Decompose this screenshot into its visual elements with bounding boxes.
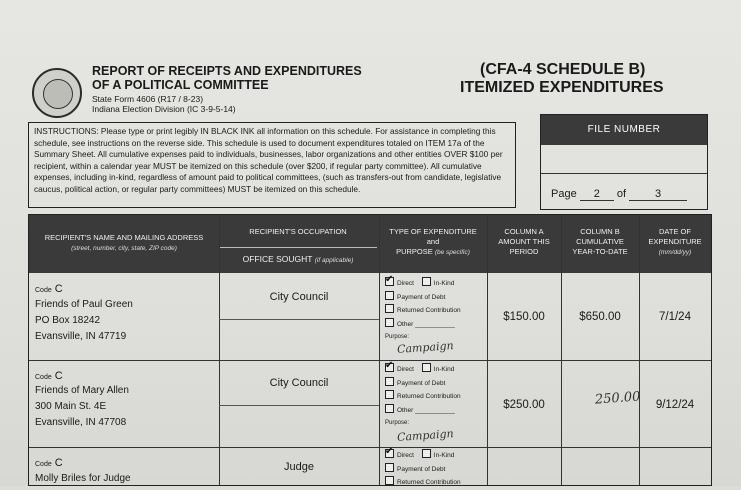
expenditure-type: ✔Direct In-Kind Payment of Debt Returned Contribution Other ___________ Purpose: <box>385 363 461 431</box>
table-header <box>29 215 711 273</box>
page-indicator <box>551 188 687 201</box>
office-sought: City Council <box>269 291 329 303</box>
schedule-subtitle: ITEMIZED EXPENDITURES <box>460 79 664 96</box>
office-sought: City Council <box>269 377 329 389</box>
page-number: 2 <box>580 188 614 201</box>
returned-checkbox[interactable] <box>385 304 394 313</box>
amount-this-period: $250.00 <box>503 399 545 411</box>
purpose-label: Purpose: <box>385 334 410 340</box>
code-label: Code C <box>35 370 63 382</box>
debt-checkbox[interactable] <box>385 291 394 300</box>
form-title-line2: OF A POLITICAL COMMITTEE <box>92 78 269 92</box>
page-total: 3 <box>629 188 687 201</box>
recipient-name: Molly Briles for Judge <box>35 473 131 484</box>
expenditures-table <box>28 214 712 486</box>
code-label: Code C <box>35 457 63 469</box>
file-number-label: FILE NUMBER <box>541 115 707 145</box>
file-number-divider <box>541 173 707 174</box>
of-label: of <box>616 188 627 200</box>
cumulative-ytd-handwritten: 250.00 <box>594 389 641 408</box>
code-value: C <box>54 283 63 295</box>
recipient-address <box>35 383 129 431</box>
header-recipient: RECIPIENT'S NAME AND MAILING ADDRESS (street, number, city, state, ZIP code) <box>44 233 204 252</box>
inkind-checkbox[interactable] <box>422 363 431 372</box>
other-checkbox[interactable] <box>385 404 394 413</box>
header-date: DATE OF EXPENDITURE (mm/dd/yy) <box>648 227 702 256</box>
recipient-name: Friends of Paul Green <box>35 299 133 310</box>
purpose-label: Purpose: <box>385 420 410 426</box>
recipient-street: PO Box 18242 <box>35 315 101 326</box>
schedule-title: (CFA-4 SCHEDULE B) <box>480 61 646 78</box>
header-type: TYPE OF EXPENDITURE and PURPOSE (be specific) <box>389 227 477 256</box>
office-sought: Judge <box>284 461 314 473</box>
election-division: Indiana Election Division (IC 3-9-5-14) <box>92 104 236 114</box>
code-label: Code C <box>35 283 63 295</box>
direct-checkbox[interactable] <box>385 277 394 286</box>
recipient-address <box>35 471 131 487</box>
recipient-city: Evansville, IN 47719 <box>35 331 127 342</box>
recipient-street: 300 Main St. 4E <box>35 401 107 412</box>
inkind-checkbox[interactable] <box>422 277 431 286</box>
debt-checkbox[interactable] <box>385 463 394 472</box>
debt-checkbox[interactable] <box>385 377 394 386</box>
page-label: Page <box>551 188 577 200</box>
code-value: C <box>54 457 63 469</box>
returned-checkbox[interactable] <box>385 390 394 399</box>
header-office-sought: OFFICE SOUGHT (if applicable) <box>242 254 354 264</box>
expenditure-date: 9/12/24 <box>655 399 695 411</box>
direct-checkbox[interactable] <box>385 449 394 458</box>
instructions-text: INSTRUCTIONS: Please type or print legibly IN BLACK INK all information on this schedule. For assistance in completing this schedule, see instructions on the reverse side. This schedule is used to document expenditures totaled on ITEM 17a of the Summary Sheet. All cumulative expenses paid to individuals, businesses, labor organizations and other entities OVER $100 per recipient, within a calendar year MUST be itemized on this schedule (over $200, if regular party committee). All cumulative expenses, including in-kind, regardless of amount paid to political committees, (such as transfers-out from candidate, legislative caucus, political action, or regular party committees) MUST be itemized on this schedule. <box>34 126 503 194</box>
recipient-address <box>35 297 133 345</box>
form-title-line1: REPORT OF RECEIPTS AND EXPENDITURES <box>92 64 362 78</box>
expenditure-date: 7/1/24 <box>659 311 691 323</box>
direct-checkbox[interactable] <box>385 363 394 372</box>
header-occupation: RECIPIENT'S OCCUPATION <box>249 227 347 236</box>
expenditure-type: ✔Direct In-Kind Payment of Debt Returned Contribution <box>385 449 461 490</box>
state-form-number: State Form 4606 (R17 / 8-23) <box>92 94 204 104</box>
returned-checkbox[interactable] <box>385 476 394 485</box>
recipient-city: Evansville, IN 47708 <box>35 417 127 428</box>
header-column-b: COLUMN B CUMULATIVE YEAR-TO-DATE <box>572 227 628 256</box>
recipient-name: Friends of Mary Allen <box>35 385 129 396</box>
instructions-box <box>28 122 516 208</box>
other-checkbox[interactable] <box>385 318 394 327</box>
purpose-handwritten: Campaign <box>396 427 455 444</box>
expenditure-type: ✔Direct In-Kind Payment of Debt Returned Contribution Other ___________ Purpose: <box>385 277 461 345</box>
amount-this-period: $150.00 <box>503 311 545 323</box>
inkind-checkbox[interactable] <box>422 449 431 458</box>
cumulative-ytd: $650.00 <box>579 311 621 323</box>
header-column-a: COLUMN A AMOUNT THIS PERIOD <box>498 227 550 256</box>
code-value: C <box>54 370 63 382</box>
indiana-state-seal <box>32 68 82 118</box>
file-number-box <box>540 114 708 210</box>
purpose-handwritten: Campaign <box>396 339 455 356</box>
